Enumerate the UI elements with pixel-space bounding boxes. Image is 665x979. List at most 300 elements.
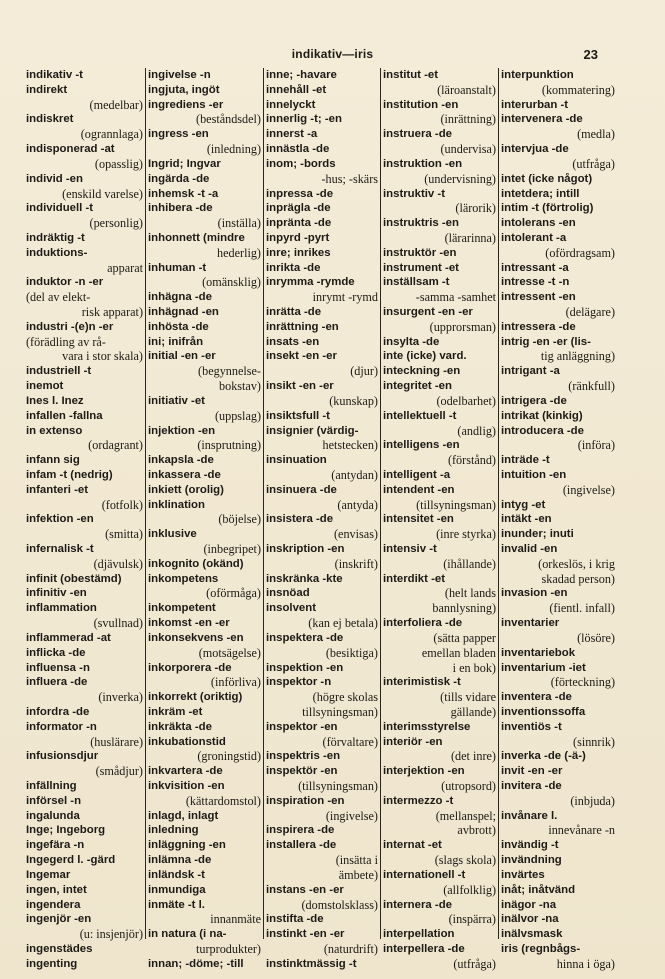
entry-headword-line: inmäte -t l.: [148, 898, 205, 911]
entry-headword-line: insikt -en -er: [266, 380, 334, 393]
entry-headword-line: induktions-: [26, 246, 88, 259]
entry-headword-line: intim -t (förtrolig): [501, 202, 594, 215]
entry-continuation-line: tig anläggning): [540, 349, 615, 364]
entry-headword-line: internationell -t: [383, 868, 466, 881]
entry-continuation-line: (högre skolas: [312, 690, 378, 705]
entry-headword-line: interimsstyrelse: [383, 720, 471, 733]
entry-headword-line: intelligent -a: [383, 468, 451, 481]
entry-continuation-line: -hus; -skärs: [321, 171, 378, 186]
entry-headword-line: instifta -de: [266, 913, 324, 926]
entry-headword-line: invalid -en: [501, 543, 558, 555]
entry-continuation-line: (förvaltare): [322, 734, 378, 749]
entry-headword-line: inrättning -en: [266, 320, 339, 333]
entry-headword-line: industriell -t: [26, 365, 92, 378]
entry-headword-line: indiskret: [26, 113, 74, 126]
entry-headword-line: inhemsk -t -a: [148, 187, 219, 200]
entry-headword-line: inflicka -de: [26, 646, 86, 659]
entry-headword-line: inkräm -et: [148, 705, 203, 718]
entry-headword-line: ingendera: [26, 898, 81, 911]
entry-headword-line: internat -et: [383, 839, 442, 852]
entry-headword-line: inlämna -de: [148, 854, 212, 867]
entry-headword-line: infordra -de: [26, 705, 90, 718]
entry-continuation-line: (inledning): [206, 142, 261, 157]
entry-continuation-line: (sinnrik): [573, 734, 615, 749]
entry-headword-line: inhösta -de: [148, 320, 209, 333]
entry-headword-line: inälvor -na: [501, 913, 559, 926]
entry-continuation-line: (kommatering): [541, 82, 615, 97]
entry-headword-line: infinitiv -en: [26, 587, 87, 600]
entry-headword-line: inkorrekt (oriktig): [148, 691, 243, 704]
entry-headword-line: ingen, intet: [26, 883, 87, 896]
entry-continuation-line: (förteckning): [550, 675, 615, 690]
entry-headword-line: instans -en -er: [266, 883, 344, 896]
entry-headword-line: inklusive: [148, 528, 197, 541]
entry-headword-line: inmundiga: [148, 883, 206, 896]
entry-continuation-line: (medelbar): [89, 97, 143, 112]
entry-headword-line: instruktion -en: [383, 157, 463, 170]
entry-continuation-line: (mellanspel;: [435, 808, 496, 823]
entry-continuation-line: gällande): [450, 704, 496, 719]
entry-continuation-line: ämbete): [338, 867, 378, 882]
entry-headword-line: inkassera -de: [148, 468, 221, 481]
entry-continuation-line: (svullnad): [93, 616, 143, 631]
entry-continuation-line: -samma -samhet: [415, 290, 496, 305]
entry-headword-line: ingärda -de: [148, 172, 210, 185]
entry-headword-line: intressera -de: [501, 320, 576, 333]
entry-headword-line: ingrediens -er: [148, 98, 224, 111]
entry-headword-line: inhägnad -en: [148, 306, 219, 318]
entry-headword-line: inspirera -de: [266, 824, 335, 837]
entry-headword-line: influensa -n: [26, 661, 90, 674]
entry-continuation-line: (u: insjenjör): [79, 927, 143, 942]
entry-continuation-line: skadad person): [541, 571, 615, 586]
entry-headword-line: indräktig -t: [26, 231, 85, 244]
entry-continuation-line: (tillsyningsman): [416, 497, 496, 512]
entry-headword-line: inspektera -de: [266, 631, 344, 644]
entry-continuation-line: (lösöre): [577, 630, 615, 645]
entry-headword-line: inkvartera -de: [148, 765, 223, 778]
page-header: [0, 47, 665, 65]
entry-headword-line: indikativ -t: [26, 69, 83, 81]
entry-headword-line: intendent -en: [383, 483, 455, 496]
entry-continuation-line: (inspärra): [448, 912, 496, 927]
entry-continuation-line: (tillsyningsman): [298, 779, 378, 793]
entry-headword-line: inhibera -de: [148, 202, 213, 215]
entry-headword-line: instruera -de: [383, 128, 452, 141]
entry-headword-line: inägor -na: [501, 898, 557, 911]
entry-headword-line: indisponerad -at: [26, 143, 115, 156]
entry-continuation-line: apparat: [107, 260, 143, 275]
entry-headword-line: insolvent: [266, 602, 317, 615]
entry-continuation-line: (ordagrant): [88, 438, 143, 453]
entry-headword-line: inkomst -en -er: [148, 617, 230, 630]
entry-headword-line: intet (icke något): [501, 172, 593, 185]
entry-headword-line: inkompetent: [148, 602, 216, 615]
entry-headword-line: inunder; inuti: [501, 528, 574, 541]
entry-continuation-line: (införliva): [210, 675, 261, 690]
entry-headword-line: inpränta -de: [266, 217, 332, 230]
entry-headword-line: ini; inifrån: [148, 335, 204, 348]
entry-headword-line: intolerant -a: [501, 231, 567, 244]
entry-headword-line: inprägla -de: [266, 202, 331, 215]
entry-headword-line: inrymma -rymde: [266, 276, 355, 289]
entry-continuation-line: hinna i öga): [556, 956, 615, 971]
entry-headword-line: insekt -en -er: [266, 350, 337, 363]
entry-headword-line: Ingrid; Ingvar: [148, 157, 221, 170]
entry-headword-line: innehåll -et: [266, 83, 327, 96]
entry-continuation-line: (undervisa): [440, 142, 496, 157]
entry-continuation-line: (utfråga): [453, 956, 496, 971]
entry-continuation-line: (antyda): [337, 497, 378, 512]
entry-headword-line: industri -(e)n -er: [26, 320, 114, 333]
entry-continuation-line: vara i stor skala): [62, 349, 143, 364]
entry-continuation-line: (inrättning): [440, 112, 496, 127]
entry-continuation-line: (det inre): [450, 749, 496, 764]
entry-continuation-line: (förstånd): [447, 453, 496, 468]
entry-headword-line: intressant -a: [501, 261, 569, 274]
entry-headword-line: inkonsekvens -en: [148, 631, 244, 644]
page-number: 23: [583, 47, 598, 62]
entry-headword-line: inkognito (okänd): [148, 557, 244, 570]
entry-headword-line: inställsam -t: [383, 276, 450, 289]
entry-headword-line: induktor -n -er: [26, 276, 104, 289]
entry-headword-line: injektion -en: [148, 424, 216, 437]
entry-headword-line: insurgent -en -er: [383, 306, 473, 318]
entry-headword-line: instinkt -en -er: [266, 928, 345, 941]
entry-continuation-line: innevånare -n: [548, 823, 615, 838]
entry-continuation-line: (insätta i: [335, 853, 378, 868]
entry-headword-line: inventiös -t: [501, 720, 562, 733]
entry-headword-line: influera -de: [26, 676, 88, 689]
entry-headword-line: interurban -t: [501, 98, 569, 111]
entry-headword-line: inspektion -en: [266, 661, 344, 674]
entry-continuation-line: (slags skola): [434, 853, 496, 868]
entry-headword-line: Inge; Ingeborg: [26, 824, 106, 837]
entry-headword-line: inskränka -kte: [266, 572, 343, 585]
entry-headword-line: infallen -fallna: [26, 409, 103, 422]
entry-headword-line: inventarier: [501, 617, 560, 630]
entry-continuation-line: (undervisning): [424, 171, 496, 186]
entry-headword-line: inkapsla -de: [148, 454, 214, 467]
entry-headword-line: ingenjör -en: [26, 913, 92, 926]
entry-headword-line: initiativ -et: [148, 394, 205, 407]
entry-headword-line: intelligens -en: [383, 439, 460, 452]
entry-headword-line: interpellera -de: [383, 942, 465, 955]
entry-headword-line: inpyrd -pyrt: [266, 231, 330, 244]
entry-headword-line: insinuation: [266, 454, 327, 467]
entry-headword-line: intrigera -de: [501, 394, 567, 407]
entry-headword-line: intyg -et: [501, 498, 546, 511]
entry-headword-line: infinit (obestämd): [26, 572, 122, 585]
entry-headword-line: instruktiv -t: [383, 187, 446, 200]
entry-headword-line: inkvisition -en: [148, 780, 225, 792]
entry-continuation-line: (inbjuda): [570, 793, 615, 808]
entry-headword-line: inrikta -de: [266, 261, 321, 274]
entry-headword-line: iris (regnbågs-: [501, 942, 581, 955]
entry-headword-line: introducera -de: [501, 424, 584, 437]
entry-headword-line: internera -de: [383, 898, 452, 911]
entry-headword-line: inventionssoffa: [501, 705, 586, 718]
entry-headword-line: invändig -t: [501, 839, 559, 852]
entry-headword-line: ingefära -n: [26, 839, 85, 852]
entry-headword-line: inskription -en: [266, 543, 345, 555]
entry-continuation-line: (utropsord): [441, 779, 496, 793]
entry-continuation-line: (besiktiga): [325, 645, 378, 660]
entry-headword-line: inpressa -de: [266, 187, 334, 200]
entry-headword-line: interpellation: [383, 928, 455, 941]
entry-headword-line: intressent -en: [501, 291, 576, 304]
entry-headword-line: interpunktion: [501, 69, 574, 81]
entry-headword-line: Ingegerd l. -gärd: [26, 854, 116, 867]
entry-continuation-line: (ihållande): [443, 556, 496, 571]
entry-headword-line: inåt; inåtvänd: [501, 883, 576, 896]
entry-headword-line: införsel -n: [26, 794, 82, 807]
column-1: [24, 68, 145, 970]
entry-headword-line: invändning: [501, 854, 562, 867]
entry-continuation-line: (medla): [577, 127, 615, 142]
entry-continuation-line: (odelbarhet): [436, 393, 496, 408]
entry-continuation-line: (uppslag): [214, 408, 261, 423]
entry-continuation-line: turprodukter): [196, 941, 261, 956]
entry-continuation-line: bokstav): [219, 379, 261, 394]
entry-headword-line: inspiration -en: [266, 794, 345, 807]
entry-headword-line: intensitet -en: [383, 513, 454, 526]
entry-headword-line: infusionsdjur: [26, 750, 99, 763]
entry-continuation-line: (omänsklig): [202, 275, 261, 290]
entry-headword-line: ingivelse -n: [148, 69, 211, 81]
entry-headword-line: informator -n: [26, 720, 97, 733]
entry-continuation-line: (djur): [350, 364, 378, 379]
entry-continuation-line: avbrott): [457, 823, 496, 838]
entry-continuation-line: i en bok): [452, 660, 496, 675]
entry-headword-line: inhägna -de: [148, 291, 212, 304]
entry-headword-line: inspektor -en: [266, 720, 338, 733]
entry-continuation-line: (inverka): [98, 690, 143, 705]
entry-headword-line: inläggning -en: [148, 839, 226, 852]
entry-continuation-line: inrymt -rymd: [312, 290, 378, 305]
entry-continuation-line: (djävulsk): [93, 556, 143, 571]
entry-headword-line: inne; -havare: [266, 69, 337, 81]
entry-headword-line: interdikt -et: [383, 572, 446, 585]
entry-headword-line: inhuman -t: [148, 261, 207, 274]
entry-continuation-line: (utfråga): [572, 156, 615, 171]
entry-continuation-line: (lärarinna): [444, 230, 496, 245]
entry-headword-line: intensiv -t: [383, 543, 437, 555]
entry-headword-line: insistera -de: [266, 513, 334, 526]
entry-headword-line: inemot: [26, 380, 64, 393]
entry-continuation-line: (beståndsdel): [196, 112, 261, 127]
entry-continuation-line: (personlig): [89, 216, 143, 231]
entry-headword-line: invit -en -er: [501, 765, 563, 778]
entry-headword-line: inlagd, inlagt: [148, 809, 219, 822]
entry-headword-line: infällning: [26, 780, 77, 792]
entry-continuation-line: emellan bladen: [421, 645, 496, 660]
entry-continuation-line: (böjelse): [218, 512, 261, 527]
entry-headword-line: infernalisk -t: [26, 543, 94, 555]
entry-continuation-line: (lärorik): [455, 201, 496, 216]
entry-headword-line: innelyckt: [266, 98, 316, 111]
entry-headword-line: intervjua -de: [501, 143, 569, 156]
entry-continuation-line: (opasslig): [94, 156, 143, 171]
entry-headword-line: invånare l.: [501, 809, 558, 822]
dictionary-columns: [24, 68, 617, 971]
entry-continuation-line: (förädling av rå-: [26, 334, 106, 349]
entry-continuation-line: (begynnelse-: [198, 364, 261, 379]
entry-headword-line: inkompetens: [148, 572, 219, 585]
entry-headword-line: indirekt: [26, 83, 68, 96]
entry-headword-line: interfoliera -de: [383, 617, 463, 630]
entry-headword-line: intrigant -a: [501, 365, 560, 378]
entry-headword-line: inälvsmask: [501, 928, 563, 941]
entry-continuation-line: innanmäte: [210, 912, 261, 927]
entry-continuation-line: bannlysning): [432, 601, 496, 616]
entry-continuation-line: (orkeslös, i krig: [538, 556, 615, 571]
entry-continuation-line: (delägare): [565, 305, 615, 319]
entry-headword-line: insats -en: [266, 335, 320, 348]
entry-headword-line: insiktsfull -t: [266, 409, 330, 422]
entry-headword-line: insylta -de: [383, 335, 440, 348]
entry-headword-line: inom; -bords: [266, 157, 336, 170]
entry-headword-line: installera -de: [266, 839, 337, 852]
running-head: indikativ—iris: [291, 47, 374, 61]
entry-headword-line: inländsk -t: [148, 868, 205, 881]
entry-headword-line: inventariebok: [501, 646, 576, 659]
entry-headword-line: innästla -de: [266, 143, 330, 156]
entry-headword-line: infam -t (nedrig): [26, 468, 113, 481]
entry-headword-line: inre; inrikes: [266, 246, 331, 259]
entry-headword-line: inkräkta -de: [148, 720, 212, 733]
column-5: [498, 68, 617, 971]
entry-headword-line: inspektor -n: [266, 676, 332, 689]
entry-headword-line: inverka -de (-ä-): [501, 750, 586, 763]
entry-headword-line: interiör -en: [383, 735, 443, 748]
entry-continuation-line: (upprorsman): [429, 319, 496, 334]
entry-headword-line: infanteri -et: [26, 483, 89, 496]
entry-continuation-line: (insprutning): [197, 438, 261, 453]
entry-headword-line: intrig -en -er (lis-: [501, 335, 591, 348]
entry-continuation-line: (ogrannlaga): [80, 127, 143, 142]
entry-continuation-line: (sätta papper: [433, 630, 496, 645]
entry-headword-line: inspektris -en: [266, 750, 341, 763]
entry-headword-line: in natura (i na-: [148, 928, 227, 941]
entry-headword-line: instruktris -en: [383, 217, 459, 230]
entry-headword-line: intermezzo -t: [383, 794, 454, 807]
entry-headword-line: intuition -en: [501, 468, 567, 481]
entry-headword-line: in extenso: [26, 424, 83, 437]
entry-continuation-line: (ofördragsam): [545, 245, 615, 260]
entry-continuation-line: (ingivelse): [325, 808, 378, 823]
entry-headword-line: individuell -t: [26, 202, 94, 215]
entry-headword-line: ingjuta, ingöt: [148, 83, 220, 96]
entry-continuation-line: (enskild varelse): [62, 186, 143, 201]
column-4: [380, 68, 498, 971]
entry-continuation-line: (domstolsklass): [301, 897, 378, 912]
entry-headword-line: inkorporera -de: [148, 661, 232, 674]
entry-headword-line: individ -en: [26, 172, 83, 185]
entry-continuation-line: (kan ej betala): [308, 616, 378, 631]
entry-continuation-line: (del av elekt-: [26, 290, 91, 305]
entry-headword-line: inhonnett (mindre: [148, 231, 245, 244]
entry-headword-line: intresse -t -n: [501, 276, 570, 289]
entry-headword-line: invasion -en: [501, 587, 568, 600]
entry-continuation-line: (införa): [577, 438, 615, 453]
entry-continuation-line: (oförmåga): [206, 586, 261, 601]
entry-continuation-line: (inre styrka): [436, 527, 496, 542]
entry-continuation-line: hederlig): [217, 245, 261, 260]
entry-headword-line: invitera -de: [501, 780, 562, 792]
entry-headword-line: invärtes: [501, 868, 545, 881]
entry-headword-line: instruktör -en: [383, 246, 457, 259]
entry-headword-line: inteckning -en: [383, 365, 461, 378]
entry-headword-line: inventarium -iet: [501, 661, 586, 674]
column-2: [145, 68, 263, 970]
entry-headword-line: ingalunda: [26, 809, 80, 822]
entry-headword-line: insnöad: [266, 587, 310, 600]
entry-headword-line: inflammerad -at: [26, 631, 111, 644]
entry-continuation-line: hetstecken): [322, 438, 378, 453]
entry-headword-line: institution -en: [383, 98, 459, 111]
entry-headword-line: interimistisk -t: [383, 676, 461, 689]
entry-continuation-line: (ingivelse): [562, 482, 615, 497]
entry-continuation-line: risk apparat): [81, 305, 143, 319]
entry-continuation-line: (allfolklig): [443, 882, 496, 897]
entry-continuation-line: (helt lands: [444, 586, 496, 601]
entry-continuation-line: (smådjur): [95, 764, 143, 779]
entry-headword-line: intetdera; intill: [501, 187, 580, 200]
entry-continuation-line: (naturdrift): [323, 941, 378, 956]
entry-headword-line: instinktmässig -t: [266, 957, 357, 970]
entry-headword-line: innerst -a: [266, 128, 318, 141]
entry-headword-line: intellektuell -t: [383, 409, 457, 422]
entry-headword-line: inklination: [148, 498, 205, 511]
entry-headword-line: insignier (värdig-: [266, 424, 359, 437]
entry-headword-line: initial -en -er: [148, 350, 216, 363]
entry-continuation-line: (fotfolk): [101, 497, 143, 512]
entry-headword-line: inkubationstid: [148, 735, 226, 748]
entry-headword-line: inflammation: [26, 602, 97, 615]
entry-continuation-line: (motsägelse): [198, 645, 261, 660]
entry-headword-line: interjektion -en: [383, 765, 465, 778]
entry-continuation-line: (andlig): [457, 423, 496, 438]
entry-headword-line: intervenera -de: [501, 113, 583, 126]
entry-headword-line: intäkt -en: [501, 513, 552, 526]
column-3: [263, 68, 380, 970]
entry-continuation-line: (kunskap): [329, 393, 378, 408]
entry-headword-line: inrätta -de: [266, 306, 322, 318]
entry-headword-line: ingenstädes: [26, 942, 93, 955]
entry-continuation-line: (groningstid): [197, 749, 261, 764]
entry-headword-line: inledning: [148, 824, 199, 837]
entry-continuation-line: (tills vidare: [440, 690, 496, 705]
entry-continuation-line: tillsyningsman): [302, 704, 378, 719]
entry-headword-line: inspektör -en: [266, 765, 338, 778]
entry-headword-line: integritet -en: [383, 380, 452, 393]
entry-headword-line: inventera -de: [501, 691, 572, 704]
entry-headword-line: insinuera -de: [266, 483, 337, 496]
entry-continuation-line: (antydan): [331, 467, 378, 482]
entry-continuation-line: (inskrift): [334, 556, 378, 571]
entry-continuation-line: (inställa): [217, 216, 261, 231]
entry-headword-line: instrument -et: [383, 261, 459, 274]
entry-continuation-line: (ränkfull): [568, 379, 615, 394]
entry-headword-line: Ines l. Inez: [26, 394, 84, 407]
entry-continuation-line: (fientl. infall): [549, 601, 615, 616]
entry-headword-line: intrikat (kinkig): [501, 409, 583, 422]
entry-continuation-line: (smitta): [105, 527, 143, 542]
entry-headword-line: ingenting: [26, 957, 78, 970]
entry-headword-line: inträde -t: [501, 454, 550, 467]
entry-headword-line: innan; -döme; -till: [148, 957, 244, 970]
